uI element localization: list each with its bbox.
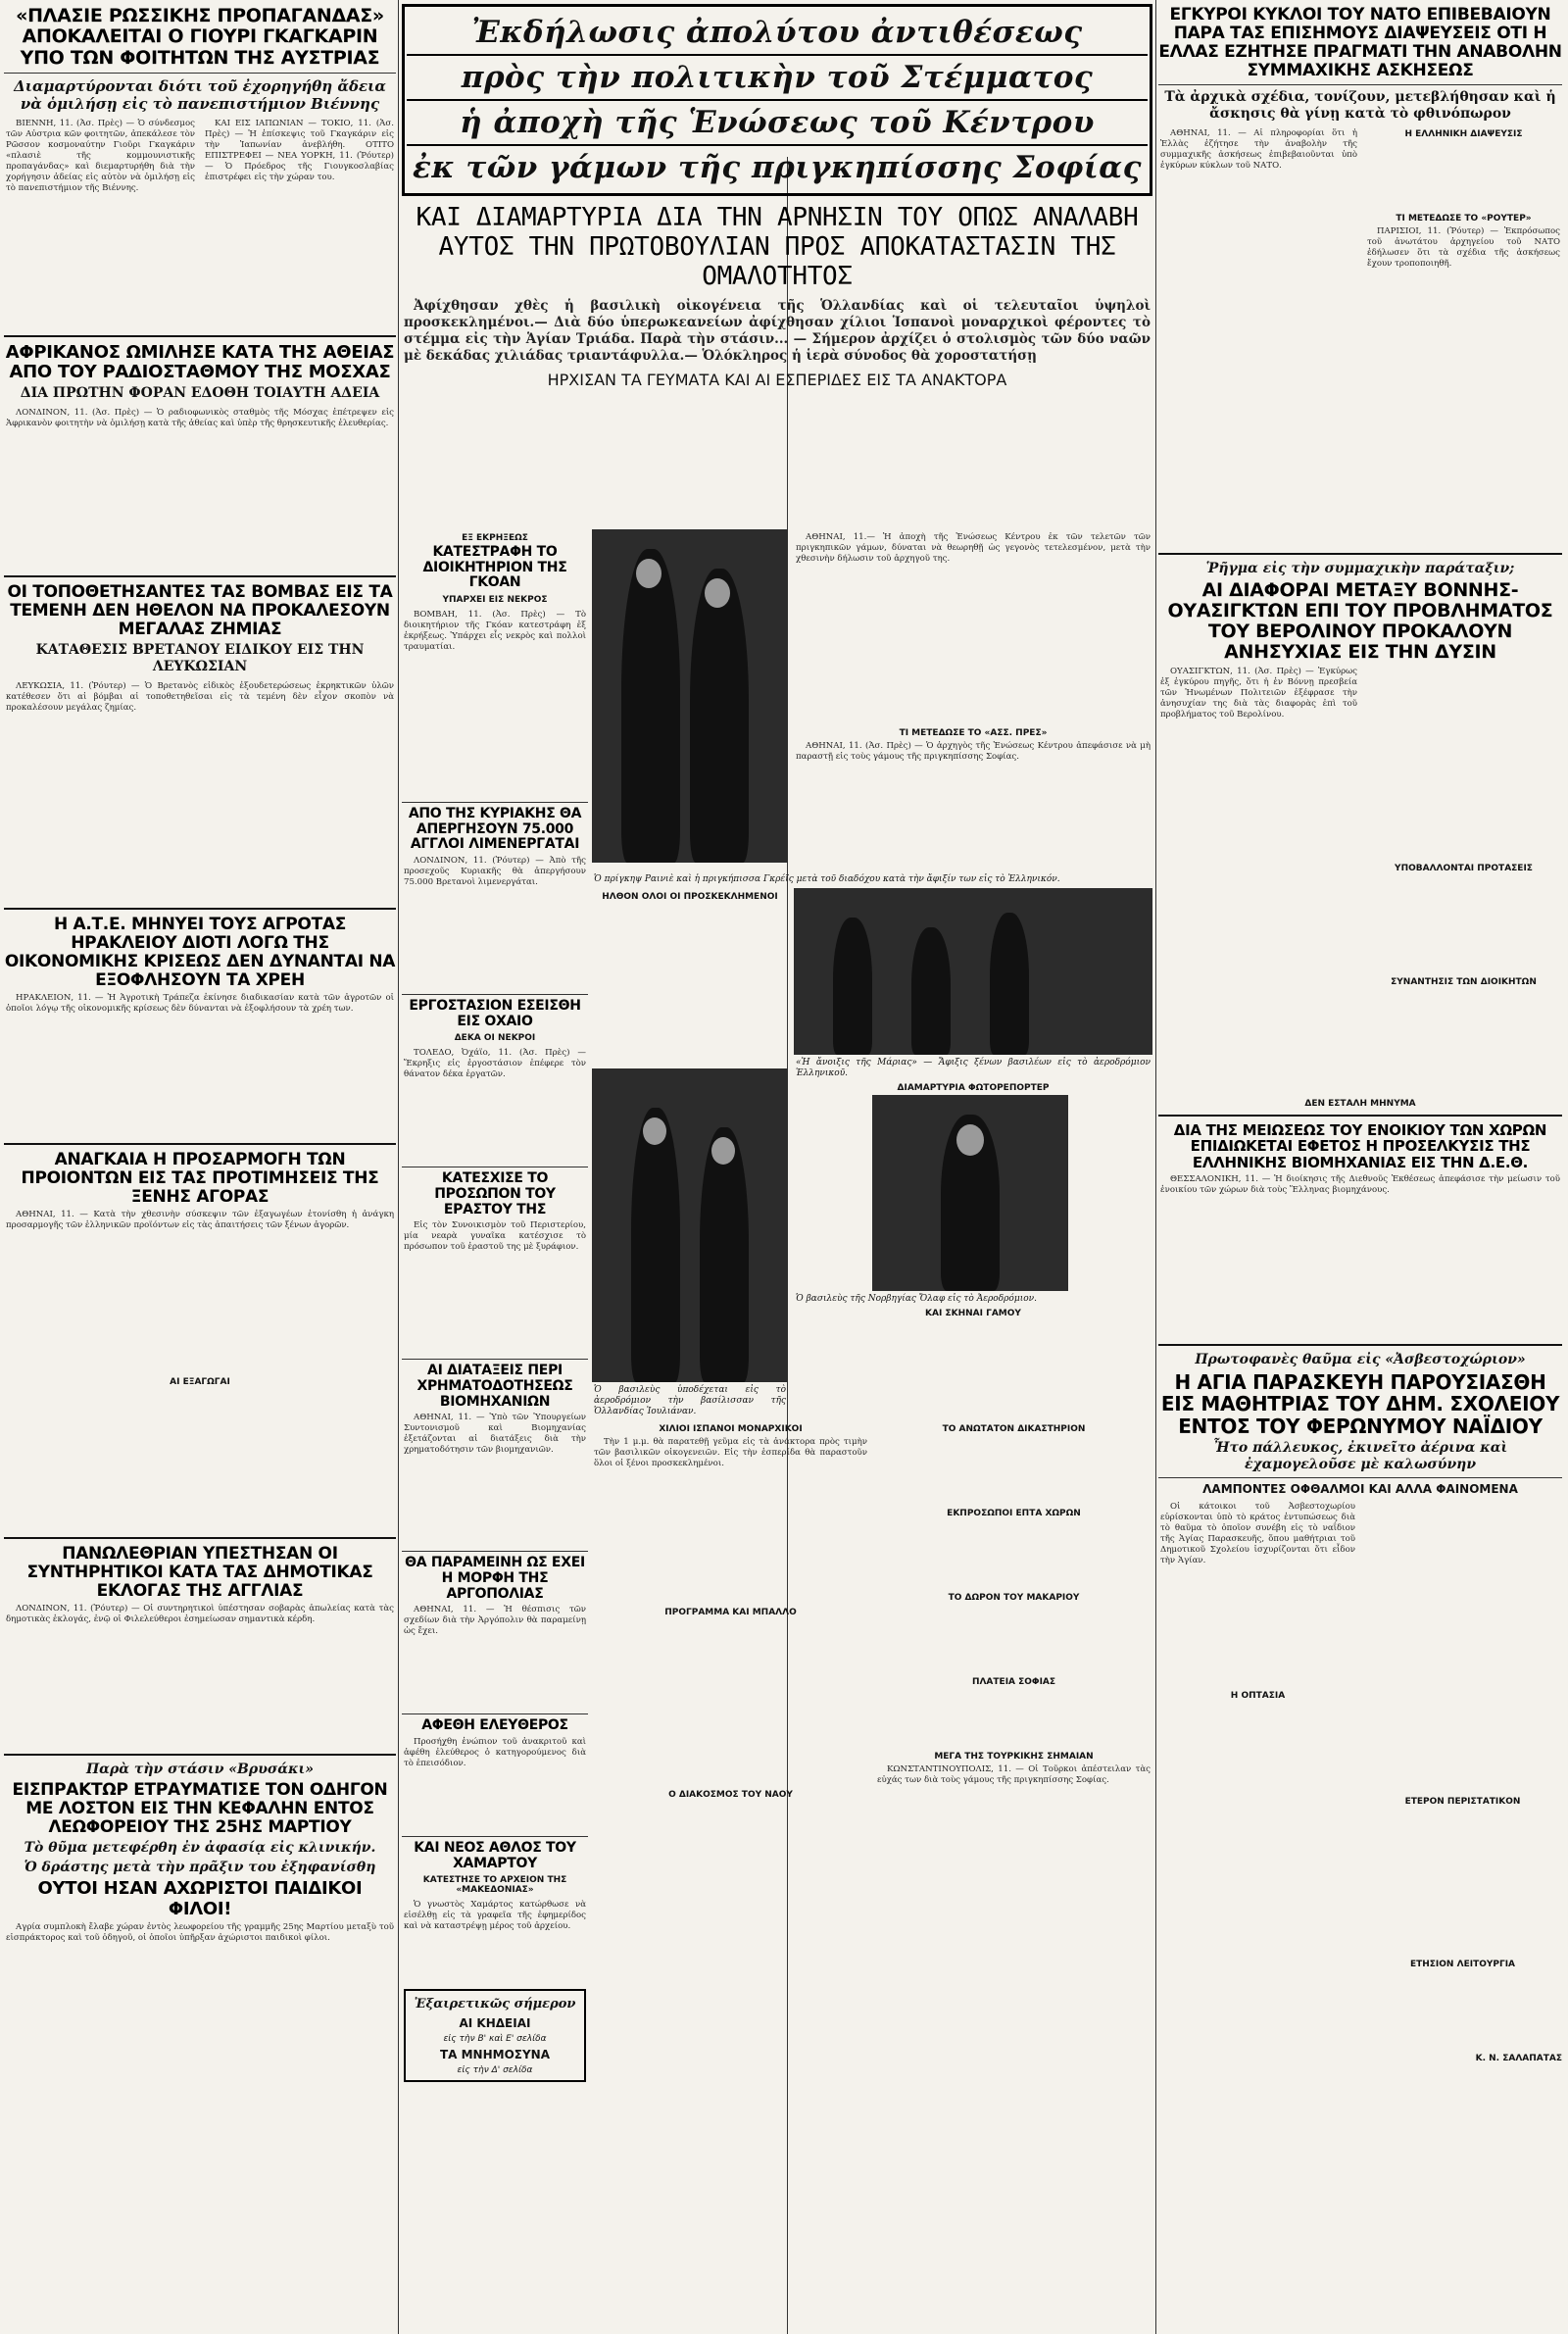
headline-products: ΑΝΑΓΚΑΙΑ Η ΠΡΟΣΑΡΜΟΓΗ ΤΩΝ ΠΡΟΙΟΝΤΩΝ ΕΙΣ ΤΑΣ ΠΡΟΤΙΜΗΣΕΙΣ ΤΗΣ ΞΕΝΗΣ ΑΓΟΡΑΣ [21,1149,379,1207]
article-body: ΑΘΗΝΑΙ, 11. — Ὑπὸ τῶν Ὑπουργείων Συντονισμοῦ καὶ Βιομηχανίας ἐξετάζονται αἱ διατάξεις διὰ τὴν χρηματοδότησιν τῶν βιομηχανιῶν. [404,1413,586,1456]
article-body: ΤΟΛΕΔΟ, Ὀχάϊο, 11. (Ἀσ. Πρὲς) — Ἔκρηξις εἰς ἐργοστάσιον ἐπέφερε τὸν θάνατον δέκα ἐργατῶν. [404,1048,586,1080]
headline-elections: ΠΑΝΩΛΕΘΡΙΑΝ ΥΠΕΣΤΗΣΑΝ ΟΙ ΣΥΝΤΗΡΗΤΙΚΟΙ ΚΑΤΑ ΤΑΣ ΔΗΜΟΤΙΚΑΣ ΕΚΛΟΓΑΣ ΤΗΣ ΑΓΓΛΙΑΣ [26,1543,373,1601]
article-body: ΘΕΣΣΑΛΟΝΙΚΗ, 11. — Ἡ διοίκησις τῆς Διεθνοῦς Ἐκθέσεως ἀπεφάσισε τὴν μείωσιν τοῦ ἐνοικίου τῶν χώρων διὰ τοὺς Ἕλληνας βιομηχάνους. [1160,1173,1560,1195]
subheadline-nato: Τὰ ἀρχικὰ σχέδια, τονίζουν, μετεβλήθησαν καὶ ἡ ἄσκησις θὰ γίνῃ κατὰ τὸ φθινόπωρον [1164,89,1556,122]
article-body: Ὁ γνωστὸς Χαμάρτος κατώρθωσε νὰ εἰσέλθῃ εἰς τὰ γραφεῖα τῆς ἐφημερίδος καὶ νὰ καταστρέψῃ μέρος τοῦ ἀρχείου. [404,1900,586,1932]
notice-item: ΑΙ ΚΗΔΕΙΑΙ [459,2016,531,2031]
section-label: ΥΠΑΡΧΕΙ ΕΙΣ ΝΕΚΡΟΣ [442,595,548,606]
section-label: ΤΙ ΜΕΤΕΔΩΣΕ ΤΟ «ΡΟΥΤΕΡ» [1396,213,1532,223]
section-label: ΕΞ ΕΚΡΗΞΕΩΣ [462,533,528,543]
section-label: ΕΚΠΡΟΣΩΠΟΙ ΕΠΤΑ ΧΩΡΩΝ [947,1509,1081,1518]
article-body: Οἱ κάτοικοι τοῦ Ἀσβεστοχωρίου εὑρίσκονται ὑπὸ τὸ κράτος ἐντυπώσεως διὰ τὸ θαῦμα τὸ ὁποῖον συνέβη εἰς τὸ ναΐδιον τῆς Ἁγίας Παρασκευῆς, ὅπου μαθήτριαι τοῦ Δημοτικοῦ Σχολείου ἰσχυρίζονται ὅτι εἶδον τὴν Ἁγίαν. [1160,1501,1355,1565]
article-body: ΗΡΑΚΛΕΙΟΝ, 11. — Ἡ Ἀγροτικὴ Τράπεζα ἐκίνησε διαδικασίαν κατὰ τῶν ἀγροτῶν οἱ ὁποῖοι λόγῳ τῆς οἰκονομικῆς κρίσεως δὲν δύνανται νὰ ἐξοφλήσουν τὰ χρέη των. [6,992,394,1014]
headline-gagarin: «ΠΛΑΣΙΕ ΡΩΣΣΙΚΗΣ ΠΡΟΠΑΓΑΝΔΑΣ» ΑΠΟΚΑΛΕΙΤΑΙ Ο ΓΙΟΥΡΙ ΓΚΑΓΚΑΡΙΝ ΥΠΟ ΤΩΝ ΦΟΙΤΗΤΩΝ ΤΗΣ ΑΥΣΤΡΙΑΣ [16,5,384,69]
banner-line: ἐκ τῶν γάμων τῆς πριγκηπίσσης Σοφίας [413,150,1142,185]
section-label: ΤΟ ΔΩΡΟΝ ΤΟΥ ΜΑΚΑΡΙΟΥ [948,1593,1080,1603]
section-label: ΧΙΛΙΟΙ ΙΣΠΑΝΟΙ ΜΟΝΑΡΧΙΚΟΙ [659,1424,803,1434]
kicker-miracle: Πρωτοφανὲς θαῦμα εἰς «Ἀσβεστοχώριον» [1195,1351,1526,1367]
headline-friends: ΟΥΤΟΙ ΗΣΑΝ ΑΧΩΡΙΣΤΟΙ ΠΑΙΔΙΚΟΙ ΦΙΛΟΙ! [37,1878,363,1919]
kicker-berlin: Ῥῆγμα εἰς τὴν συμμαχικὴν παράταξιν; [1205,560,1515,576]
arrival-photo [794,888,1152,1055]
section-label: ΑΙ ΕΞΑΓΩΓΑΙ [170,1376,230,1387]
article-body: Εἰς τὸν Συνοικισμὸν τοῦ Περιστερίου, μία νεαρὰ γυναῖκα κατέσχισε τὸ πρόσωπον τοῦ ἐραστοῦ της μὲ ξυράφιον. [404,1220,586,1253]
byline: Κ. Ν. ΣΑΛΑΠΑΤΑΣ [1475,2053,1562,2063]
headline-athlos: ΚΑΙ ΝΕΟΣ ΑΘΛΟΣ ΤΟΥ ΧΑΜΑΡΤΟΥ [414,1840,576,1871]
section-label: ΠΛΑΤΕΙΑ ΣΟΦΙΑΣ [971,1677,1056,1687]
section-label: ΚΑΙ ΣΚΗΝΑΙ ΓΑΜΟΥ [925,1309,1021,1318]
section-label: ΔΙΑΜΑΡΤΥΡΙΑ ΦΩΤΟΡΕΠΟΡΤΕΡ [897,1083,1050,1093]
article-body: ΚΩΝΣΤΑΝΤΙΝΟΥΠΟΛΙΣ, 11. — Οἱ Τοῦρκοι ἀπέστειλαν τὰς εὐχάς των διὰ τοὺς γάμους τῆς πριγκηπίσσης Σοφίας. [877,1764,1151,1785]
article-body: ΑΘΗΝΑΙ, 11.— Ἡ ἀποχὴ τῆς Ἑνώσεως Κέντρου ἐκ τῶν τελετῶν τῶν πριγκηπικῶν γάμων, δύναται νὰ θεωρηθῇ ὡς γεγονὸς τετελεσμένον, μετὰ τὴν χθεσινὴν δήλωσιν τοῦ ἀρχηγοῦ της. [796,532,1151,564]
wedding-photo [592,529,788,863]
subheadline-miracle: Ἦτο πάλλευκος, ἐκινεῖτο ἀέρινα καὶ ἐχαμογελοῦσε μὲ καλωσύνην [1212,1439,1508,1472]
article-body: ΑΘΗΝΑΙ, 11. — Αἱ πληροφορίαι ὅτι ἡ Ἑλλὰς ἐζήτησε τὴν ἀναβολὴν τῆς συμμαχικῆς ἀσκήσεως ἐπιβεβαιοῦνται ὑπὸ ἐγκύρων κύκλων τοῦ ΝΑΤΟ. [1160,127,1357,171]
article-body: ΛΟΝΔΙΝΟΝ, 11. (Ἀσ. Πρὲς) — Ὁ ραδιοφωνικὸς σταθμὸς τῆς Μόσχας ἐπέτρεψεν εἰς Ἀφρικανὸν φοιτητὴν νὰ ὁμιλήσῃ κατὰ τῆς ἀθείας καὶ ὑπὲρ τῆς θρησκευτικῆς ἐλευθερίας. [6,407,394,428]
subheadline-bus: Τὸ θῦμα μετεφέρθη ἐν ἀφασίᾳ εἰς κλινικήν. [24,1839,376,1856]
right-column [1158,0,1562,2087]
banner-line: πρὸς τὴν πολιτικὴν τοῦ Στέμματος [407,56,1148,101]
subheadline-bus: Ὁ δράστης μετὰ τὴν πρᾶξιν του ἐξηφανίσθη [24,1859,376,1875]
section-label: ΤΟ ΑΝΩΤΑΤΟΝ ΔΙΚΑΣΤΗΡΙΟΝ [942,1424,1086,1434]
section-label: ΕΤΕΡΟΝ ΠΕΡΙΣΤΑΤΙΚΟΝ [1404,1796,1521,1807]
headline-decree: ΑΙ ΔΙΑΤΑΞΕΙΣ ΠΕΡΙ ΧΡΗΜΑΤΟΔΟΤΗΣΕΩΣ ΒΙΟΜΗΧΑΝΙΩΝ [416,1363,573,1410]
article-body: ΑΘΗΝΑΙ, 11. (Ἀσ. Πρὲς) — Ὁ ἀρχηγὸς τῆς Ἑνώσεως Κέντρου ἀπεφάσισε νὰ μὴ παραστῇ εἰς τοὺς γάμους τῆς πριγκηπίσσης Σοφίας. [796,741,1151,762]
headline-ate: Η Α.Τ.Ε. ΜΗΝΥΕΙ ΤΟΥΣ ΑΓΡΟΤΑΣ ΗΡΑΚΛΕΙΟΥ ΔΙΟΤΙ ΛΟΓΩ ΤΗΣ ΟΙΚΟΝΟΜΙΚΗΣ ΚΡΙΣΕΩΣ ΔΕΝ ΔΥΝΑΝΤΑΙ ΝΑ ΕΞΟΦΛΗΣΟΥΝ ΤΑ ΧΡΕΗ [4,914,396,990]
notice-detail: εἰς τὴν Β' καὶ Ε' σελίδα [443,2034,547,2045]
section-label: ΔΕΝ ΕΣΤΑΛΗ ΜΗΝΥΜΑ [1304,1098,1416,1109]
section-label: Η ΕΛΛΗΝΙΚΗ ΔΙΑΨΕΥΣΙΣ [1404,128,1523,139]
front-page-banner [402,4,1152,392]
headline-lover: ΚΑΤΕΣΧΙΣΕ ΤΟ ΠΡΟΣΩΠΟΝ ΤΟΥ ΕΡΑΣΤΟΥ ΤΗΣ [434,1170,556,1217]
article-body: ΑΘΗΝΑΙ, 11. — Ἡ θέσπισις τῶν σχεδίων διὰ τὴν Ἀργόπολιν θὰ παραμείνῃ ὡς ἔχει. [404,1605,586,1637]
headline-miracle: Η ΑΓΙΑ ΠΑΡΑΣΚΕΥΗ ΠΑΡΟΥΣΙΑΣΘΗ ΕΙΣ ΜΑΘΗΤΡΙΑΣ ΤΟΥ ΔΗΜ. ΣΧΟΛΕΙΟΥ ΕΝΤΟΣ ΤΟΥ ΦΕΡΩΝΥΜΟΥ ΝΑΪΔΙΟΥ [1160,1369,1560,1438]
headline-bus: ΕΙΣΠΡΑΚΤΩΡ ΕΤΡΑΥΜΑΤΙΣΕ ΤΟΝ ΟΔΗΓΟΝ ΜΕ ΛΟΣΤΟΝ ΕΙΣ ΤΗΝ ΚΕΦΑΛΗΝ ΕΝΤΟΣ ΛΕΩΦΟΡΕΙΟΥ ΤΗΣ 25ΗΣ ΜΑΡΤΙΟΥ [12,1779,388,1837]
headline-fair: ΔΙΑ ΤΗΣ ΜΕΙΩΣΕΩΣ ΤΟΥ ΕΝΟΙΚΙΟΥ ΤΩΝ ΧΩΡΩΝ ΕΠΙΔΙΩΚΕΤΑΙ ΕΦΕΤΟΣ Η ΠΡΟΣΕΛΚΥΣΙΣ ΤΗΣ ΕΛΛΗΝΙΚΗΣ ΒΙΟΜΗΧΑΝΙΑΣ ΕΙΣ ΤΗΝ Δ.Ε.Θ. [1173,1120,1547,1172]
article-body: Τὴν 1 μ.μ. θὰ παρατεθῇ γεῦμα εἰς τὰ ἀνάκτορα πρὸς τιμὴν τῶν βασιλικῶν οἰκογενειῶν. Εἰς τὴν ἑσπερίδα θὰ παραστοῦν ὅλοι οἱ ξένοι προσκεκλημένοι. [594,1437,867,1468]
column-rule [398,0,399,2334]
center-column [592,529,1152,1846]
headline-argo: ΘΑ ΠΑΡΑΜΕΙΝΗ ΩΣ ΕΧΕΙ Η ΜΟΡΦΗ ΤΗΣ ΑΡΓΟΠΟΛΙΑΣ [405,1555,585,1602]
section-label: ΥΠΟΒΑΛΛΟΝΤΑΙ ΠΡΟΤΑΣΕΙΣ [1395,863,1533,873]
headline-freed: ΑΦΕΘΗ ΕΛΕΥΘΕΡΟΣ [421,1717,568,1734]
section-label: ΣΥΝΑΝΤΗΣΙΣ ΤΩΝ ΔΙΟΙΚΗΤΩΝ [1391,976,1537,987]
notice-box [404,1989,586,2082]
kicker-bus: Παρὰ τὴν στάσιν «Βρυσάκι» [85,1761,315,1777]
banner-line: Ἐκδήλωσις ἀπολύτου ἀντιθέσεως [407,11,1148,56]
article-body: ΚΑΙ ΕΙΣ ΙΑΠΩΝΙΑΝ — ΤΟΚΙΟ, 11. (Ἀσ. Πρὲς) — Ἡ ἐπίσκεψις τοῦ Γκαγκάριν εἰς τὴν Ἰαπωνίαν ἀνεβλήθη. ΟΤΙΤΟ ΕΠΙΣΤΡΕΦΕΙ — ΝΕΑ ΥΟΡΚΗ, 11. (Ῥόυτερ) — Ὁ Πρόεδρος τῆς Γιουγκοσλαβίας ἐπιστρέφει εἰς τὴν χώραν του. [205,118,394,182]
article-body: ΟΥΑΣΙΓΚΤΩΝ, 11. (Ἀσ. Πρὲς) — Ἐγκύρως ἐξ ἐγκύρου πηγῆς, ὅτι ἡ ἐν Βόννῃ πρεσβεία τῶν Ἡνωμένων Πολιτειῶν ἐξέφρασε τὴν ἀνησυχίαν της διὰ τὰς διαφορὰς ἐπὶ τοῦ προβλήματος τοῦ Βερολίνου. [1160,666,1357,720]
photo-caption: «Ἡ ἄνοιξις τῆς Μάριας» — Ἄφιξις ξένων βασιλέων εἰς τὸ ἀεροδρόμιον Ἑλληνικοῦ. [796,1058,1151,1078]
section-label: Η ΟΠΤΑΣΙΑ [1230,1690,1286,1701]
article-body: ΒΟΜΒΑΗ, 11. (Ἀσ. Πρὲς) — Τὸ διοικητήριον τῆς Γκόαν κατεστράφη ἐξ ἐκρήξεως. Ὑπάρχει εἷς νεκρὸς καὶ πολλοὶ τραυματίαι. [404,610,586,653]
sub-banner: ΚΑΙ ΔΙΑΜΑΡΤΥΡΙΑ ΔΙΑ ΤΗΝ ΑΡΝΗΣΙΝ ΤΟΥ ΟΠΩΣ ΑΝΑΛΑΒΗ ΑΥΤΟΣ ΤΗΝ ΠΡΩΤΟΒΟΥΛΙΑΝ ΠΡΟΣ ΑΠΟΚΑΤΑΣΤΑΣΙΝ ΤΗΣ ΟΜΑΛΟΤΗΤΟΣ [416,203,1139,291]
article-body: Αγρία συμπλοκὴ ἔλαβε χώραν ἐντὸς λεωφορείου τῆς γραμμῆς 25ης Μαρτίου μεταξὺ τοῦ εἰσπράκτορος καὶ τοῦ ὁδηγοῦ, οἱ ὁποῖοι ὑπῆρξαν ἀχώριστοι παιδικοὶ φίλοι. [6,1921,394,1943]
section-label: Ο ΔΙΑΚΟΣΜΟΣ ΤΟΥ ΝΑΟΥ [668,1790,793,1800]
article-body: ΛΕΥΚΩΣΙΑ, 11. (Ῥόυτερ) — Ὁ Βρετανὸς εἰδικὸς ἐξουδετερώσεως ἐκρηκτικῶν ὑλῶν κατέθεσεν ὅτι αἱ βόμβαι αἱ τοποθετηθεῖσαι εἰς τὰ τεμένη δὲν εἶχον σκοπὸν νὰ προκαλέσουν μεγάλας ζημίας. [6,680,394,713]
headline-factory: ΕΡΓΟΣΤΑΣΙΟΝ ΕΣΕΙΣΘΗ ΕΙΣ ΟΧΑΙΟ [409,998,581,1029]
norway-photo [872,1095,1068,1291]
queen-photo [592,1068,788,1382]
headline-strike: ΑΠΟ ΤΗΣ ΚΥΡΙΑΚΗΣ ΘΑ ΑΠΕΡΓΗΣΟΥΝ 75.000 ΑΓΓΛΟΙ ΛΙΜΕΝΕΡΓΑΤΑΙ [408,806,582,853]
kicker-palace: ΗΡΧΙΣΑΝ ΤΑ ΓΕΥΜΑΤΑ ΚΑΙ ΑΙ ΕΣΠΕΡΙΔΕΣ ΕΙΣ ΤΑ ΑΝΑΚΤΟΡΑ [547,370,1007,389]
subheadline-african: ΔΙΑ ΠΡΩΤΗΝ ΦΟΡΑΝ ΕΔΟΘΗ ΤΟΙΑΥΤΗ ΑΔΕΙΑ [20,385,380,402]
article-body: ΛΟΝΔΙΝΟΝ, 11. (Ῥόυτερ) — Ἀπὸ τῆς προσεχοῦς Κυριακῆς θὰ ἀπεργήσουν 75.000 Βρετανοὶ λιμενεργάται. [404,856,586,888]
section-label: ΜΕΓΑ ΤΗΣ ΤΟΥΡΚΙΚΗΣ ΣΗΜΑΙΑΝ [934,1752,1094,1762]
section-label: ΗΛΘΟΝ ΟΛΟΙ ΟΙ ΠΡΟΣΚΕΚΛΗΜΕΝΟΙ [602,892,778,902]
headline-nato: ΕΓΚΥΡΟΙ ΚΥΚΛΟΙ ΤΟΥ ΝΑΤΟ ΕΠΙΒΕΒΑΙΟΥΝ ΠΑΡΑ ΤΑΣ ΕΠΙΣΗΜΟΥΣ ΔΙΑΨΕΥΣΕΙΣ ΟΤΙ Η ΕΛΛΑΣ ΕΖΗΤΗΣΕ ΠΡΑΓΜΑΤΙ ΤΗΝ ΑΝΑΒΟΛΗΝ ΣΥΜΜΑΧΙΚΗΣ ΑΣΚΗΣΕΩΣ [1158,5,1562,81]
lead-paragraph: Ἀφίχθησαν χθὲς ἡ βασιλικὴ οἰκογένεια τῆς Ὁλλανδίας καὶ οἱ τελευταῖοι ὑψηλοὶ προσκεκλημένοι.— Διὰ δύο ὑπερωκεανείων ἀφίχθησαν χίλιοι Ἱσπανοὶ μοναρχικοὶ φέροντες τὸ στέμμα εἰς τὴν Ἁγίαν Τριάδα. Παρὰ τὴν στάσιν... — Σήμερον ἀρχίζει ὁ στολισμὸς τῶν δύο ναῶν μὲ δεκάδας χιλιάδας τριαντάφυλλα.— Ὁλόκληρος ἡ ἱερὰ σύνοδος θὰ χοροστατήσῃ [404,297,1151,364]
article-body: ΛΟΝΔΙΝΟΝ, 11. (Ῥόυτερ) — Οἱ συντηρητικοὶ ὑπέστησαν σοβαρὰς ἀπωλείας κατὰ τὰς δημοτικὰς ἐκλογάς, ἐνῷ οἱ Φιλελεύθεροι ἐσημείωσαν σημαντικὰ κέρδη. [6,1603,394,1624]
section-label: ΠΡΟΓΡΑΜΜΑ ΚΑΙ ΜΠΑΛΛΟ [664,1608,797,1617]
subheadline-gagarin: Διαμαρτύρονται διότι τοῦ ἐχορηγήθη ἄδεια νὰ ὁμιλήσῃ εἰς τὸ πανεπιστήμιον Βιέννης [14,76,386,113]
banner-line: ἡ ἀποχὴ τῆς Ἑνώσεως τοῦ Κέντρου [407,101,1148,146]
subheadline-bombs: ΚΑΤΑΘΕΣΙΣ ΒΡΕΤΑΝΟΥ ΕΙΔΙΚΟΥ ΕΙΣ ΤΗΝ ΛΕΥΚΩΣΙΑΝ [35,642,365,674]
subheadline-miracle: ΛΑΜΠΟΝΤΕΣ ΟΦΘΑΛΜΟΙ ΚΑΙ ΑΛΛΑ ΦΑΙΝΟΜΕΝΑ [1202,1481,1518,1496]
middle-left-column [402,529,588,2086]
headline-berlin: ΑΙ ΔΙΑΦΟΡΑΙ ΜΕΤΑΞΥ ΒΟΝΝΗΣ-ΟΥΑΣΙΓΚΤΩΝ ΕΠΙ ΤΟΥ ΠΡΟΒΛΗΜΑΤΟΣ ΤΟΥ ΒΕΡΟΛΙΝΟΥ ΠΡΟΚΑΛΟΥΝ ΑΝΗΣΥΧΙΑΣ ΕΙΣ ΤΗΝ ΔΥΣΙΝ [1167,578,1553,664]
notice-item: ΤΑ ΜΝΗΜΟΣΥΝΑ [439,2048,551,2062]
notice-title: Ἐξαιρετικῶς σήμερον [414,1997,576,2012]
headline-goa: ΚΑΤΕΣΤΡΑΦΗ ΤΟ ΔΙΟΙΚΗΤΗΡΙΟΝ ΤΗΣ ΓΚΟΑΝ [422,544,567,591]
section-label: ΤΙ ΜΕΤΕΔΩΣΕ ΤΟ «ΑΣΣ. ΠΡΕΣ» [899,728,1048,738]
photo-caption: Ὁ βασιλεὺς τῆς Νορβηγίας Ὄλαφ εἰς τὸ Ἀεροδρόμιον. [796,1294,1037,1304]
article-body: ΑΘΗΝΑΙ, 11. — Κατὰ τὴν χθεσινὴν σύσκεψιν τῶν ἐξαγωγέων ἐτονίσθη ἡ ἀνάγκη προσαρμογῆς τῶν ἑλληνικῶν προϊόντων εἰς τὰς ἀπαιτήσεις τῶν ξένων ἀγορῶν. [6,1209,394,1230]
article-body: Προσήχθη ἐνώπιον τοῦ ἀνακριτοῦ καὶ ἀφέθη ἐλεύθερος ὁ κατηγορούμενος διὰ τὸ ἐπεισόδιον. [404,1737,586,1769]
article-body: ΠΑΡΙΣΙΟΙ, 11. (Ῥόυτερ) — Ἐκπρόσωπος τοῦ ἀνωτάτου ἀρχηγείου τοῦ ΝΑΤΟ ἐδήλωσεν ὅτι τὰ σχέδια τῆς ἀσκήσεως ἔχουν τροποποιηθῆ. [1367,225,1560,269]
article-body: ΒΙΕΝΝΗ, 11. (Ἀσ. Πρὲς) — Ὁ σύνδεσμος τῶν Αὐστρια κῶν φοιτητῶν, ἀπεκάλεσε τὸν Ρῶσσον κοσμοναύτην Γιοῦρι Γκαγκάριν «πλασιὲ τῆς κομμουνιστικῆς προπαγάνδας» καὶ διεμαρτυρήθη διὰ τὴν χορήγησιν ἀδείας εἰς αὐτὸν νὰ ὁμιλήσῃ εἰς τὸ πανεπιστήμιον τῆς Βιέννης. [6,118,195,193]
photo-caption: Ὁ βασιλεὺς ὑποδέχεται εἰς τὸ ἀεροδρόμιον τὴν βασίλισσαν τῆς Ὁλλανδίας Ἰουλιάναν. [594,1385,786,1416]
headline-bombs: ΟΙ ΤΟΠΟΘΕΤΗΣΑΝΤΕΣ ΤΑΣ ΒΟΜΒΑΣ ΕΙΣ ΤΑ ΤΕΜΕΝΗ ΔΕΝ ΗΘΕΛΟΝ ΝΑ ΠΡΟΚΑΛΕΣΟΥΝ ΜΕΓΑΛΑΣ ΖΗΜΙΑΣ [7,581,393,639]
section-label: ΕΤΗΣΙΟΝ ΛΕΙΤΟΥΡΓΙΑ [1409,1959,1516,1969]
left-column [4,0,396,2086]
headline-african: ΑΦΡΙΚΑΝΟΣ ΩΜΙΛΗΣΕ ΚΑΤΑ ΤΗΣ ΑΘΕΙΑΣ ΑΠΟ ΤΟΥ ΡΑΔΙΟΣΤΑΘΜΟΥ ΤΗΣ ΜΟΣΧΑΣ [5,341,395,382]
section-label: ΚΑΤΕΣΤΗΣΕ ΤΟ ΑΡΧΕΙΟΝ ΤΗΣ «ΜΑΚΕΔΟΝΙΑΣ» [422,1875,567,1896]
column-rule [1155,0,1156,2334]
notice-detail: εἰς τὴν Δ' σελίδα [457,2065,533,2076]
section-label: ΔΕΚΑ ΟΙ ΝΕΚΡΟΙ [454,1033,536,1044]
photo-caption: Ὁ πρίγκηψ Ραινιὲ καὶ ἡ πριγκήπισσα Γκρέϊς μετὰ τοῦ διαδόχου κατὰ τὴν ἄφιξίν των εἰς τὸ Ἑλληνικόν. [594,874,1060,884]
